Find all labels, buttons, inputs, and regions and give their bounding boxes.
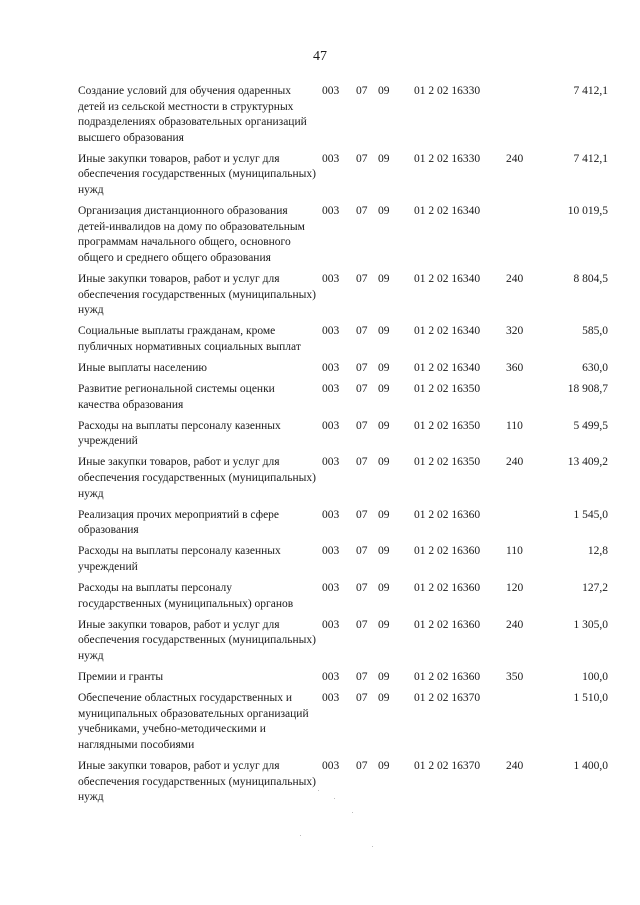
row-department-code: 003 <box>322 273 340 286</box>
row-amount: 1 545,0 <box>573 508 608 521</box>
row-name: Расходы на выплаты персоналу казенных учреждений <box>78 419 281 448</box>
row-amount: 100,0 <box>582 671 608 684</box>
row-amount: 7 412,1 <box>573 152 608 165</box>
row-name: Иные закупки товаров, работ и услуг для обеспечения государственных (муниципальных) нужд <box>78 152 316 197</box>
row-name: Иные закупки товаров, работ и услуг для обеспечения государственных (муниципальных) нужд <box>78 760 316 804</box>
row-name: Иные выплаты населению <box>78 362 207 374</box>
row-expense-type: 350 <box>506 671 524 684</box>
table-row <box>78 204 608 272</box>
row-section-code: 07 <box>356 692 368 705</box>
row-department-code: 003 <box>322 85 340 97</box>
row-subsection-code: 09 <box>378 692 390 705</box>
table-row <box>78 691 608 759</box>
row-target-article: 01 2 02 16360 <box>414 671 481 684</box>
row-amount: 7 412,1 <box>573 85 608 97</box>
row-expense-type <box>506 508 546 545</box>
row-subsection-code: 09 <box>378 85 390 97</box>
row-subsection-code: 09 <box>378 383 390 396</box>
row-target-article: 01 2 02 16340 <box>414 205 481 218</box>
row-section-code: 07 <box>356 545 368 558</box>
row-amount: 1 400,0 <box>573 760 608 773</box>
row-expense-type: 360 <box>506 362 524 374</box>
row-section-code: 07 <box>356 582 368 595</box>
row-expense-type: 240 <box>506 456 524 469</box>
row-name: Обеспечение областных государственных и муниципальных образовательных организаций учебниками, учебно-методическими и наглядными пособиями <box>78 692 309 751</box>
row-section-code: 07 <box>356 383 368 396</box>
table-body <box>78 84 608 811</box>
scan-artifact <box>372 846 373 847</box>
row-department-code: 003 <box>322 152 340 165</box>
row-section-code: 07 <box>356 273 368 286</box>
row-subsection-code: 09 <box>378 618 390 631</box>
row-name: Социальные выплаты гражданам, кроме публичных нормативных социальных выплат <box>78 325 301 353</box>
row-expense-type <box>506 84 546 152</box>
row-name: Иные закупки товаров, работ и услуг для обеспечения государственных (муниципальных) нужд <box>78 273 316 317</box>
row-expense-type: 240 <box>506 273 524 286</box>
row-section-code: 07 <box>356 205 368 218</box>
row-target-article: 01 2 02 16350 <box>414 383 481 396</box>
row-expense-type: 320 <box>506 325 524 338</box>
page-number: 47 <box>313 49 327 64</box>
budget-table <box>78 84 608 811</box>
row-subsection-code: 09 <box>378 760 390 773</box>
row-subsection-code: 09 <box>378 419 390 432</box>
row-amount: 10 019,5 <box>567 205 608 218</box>
row-target-article: 01 2 02 16360 <box>414 545 481 558</box>
row-expense-type: 110 <box>506 419 523 432</box>
scan-artifact <box>318 790 319 791</box>
row-amount: 1 305,0 <box>573 618 608 631</box>
row-subsection-code: 09 <box>378 582 390 595</box>
row-amount: 630,0 <box>582 362 608 374</box>
row-subsection-code: 09 <box>378 456 390 469</box>
row-department-code: 003 <box>322 383 340 396</box>
row-department-code: 003 <box>322 508 340 521</box>
row-name: Расходы на выплаты персоналу казенных учреждений <box>78 545 281 574</box>
row-name: Расходы на выплаты персоналу государственных (муниципальных) органов <box>78 582 294 610</box>
row-subsection-code: 09 <box>378 671 390 684</box>
row-name: Создание условий для обучения одаренных детей из сельской местности в структурных подразделениях образовательных организаций высшего образования <box>78 85 307 144</box>
row-expense-type: 240 <box>506 152 524 165</box>
row-department-code: 003 <box>322 545 340 558</box>
row-amount: 1 510,0 <box>573 692 608 705</box>
row-amount: 18 908,7 <box>567 383 608 396</box>
row-department-code: 003 <box>322 205 340 218</box>
row-target-article: 01 2 02 16360 <box>414 508 481 521</box>
row-section-code: 07 <box>356 760 368 773</box>
row-section-code: 07 <box>356 618 368 631</box>
scan-artifact <box>334 798 335 799</box>
table-row <box>78 272 608 324</box>
row-target-article: 01 2 02 16370 <box>414 692 481 705</box>
table-row <box>78 152 608 204</box>
row-subsection-code: 09 <box>378 508 390 521</box>
row-section-code: 07 <box>356 456 368 469</box>
table-row <box>78 419 608 456</box>
row-target-article: 01 2 02 16370 <box>414 760 481 773</box>
row-amount: 127,2 <box>582 582 608 595</box>
scan-artifact <box>300 835 301 836</box>
row-expense-type: 110 <box>506 545 523 558</box>
table-row <box>78 324 608 361</box>
table-row <box>78 581 608 618</box>
row-target-article: 01 2 02 16340 <box>414 362 481 374</box>
row-target-article: 01 2 02 16350 <box>414 456 481 469</box>
row-target-article: 01 2 02 16340 <box>414 325 481 338</box>
row-name: Иные закупки товаров, работ и услуг для обеспечения государственных (муниципальных) нужд <box>78 618 316 662</box>
row-department-code: 003 <box>322 760 340 773</box>
table-row <box>78 455 608 507</box>
row-section-code: 07 <box>356 85 368 97</box>
row-expense-type <box>506 382 546 419</box>
row-department-code: 003 <box>322 692 340 705</box>
row-section-code: 07 <box>356 362 368 374</box>
row-amount: 5 499,5 <box>573 419 608 432</box>
row-subsection-code: 09 <box>378 545 390 558</box>
row-department-code: 003 <box>322 419 340 432</box>
row-target-article: 01 2 02 16350 <box>414 419 481 432</box>
table-row <box>78 670 608 691</box>
row-amount: 12,8 <box>587 545 608 558</box>
table-row <box>78 759 608 811</box>
row-section-code: 07 <box>356 325 368 338</box>
row-name: Развитие региональной системы оценки качества образования <box>78 383 275 411</box>
table-row <box>78 84 608 152</box>
row-expense-type <box>506 691 546 759</box>
row-amount: 8 804,5 <box>573 273 608 286</box>
row-subsection-code: 09 <box>378 273 390 286</box>
table-row <box>78 544 608 581</box>
table-row <box>78 508 608 545</box>
row-expense-type: 240 <box>506 618 524 631</box>
row-department-code: 003 <box>322 325 340 338</box>
table-row <box>78 361 608 382</box>
row-section-code: 07 <box>356 671 368 684</box>
row-amount: 585,0 <box>582 325 608 338</box>
row-expense-type <box>506 204 546 272</box>
row-department-code: 003 <box>322 456 340 469</box>
row-name: Реализация прочих мероприятий в сфере образования <box>78 508 280 537</box>
row-section-code: 07 <box>356 419 368 432</box>
row-expense-type: 120 <box>506 582 524 595</box>
row-department-code: 003 <box>322 362 340 374</box>
scan-artifact <box>352 812 353 813</box>
row-section-code: 07 <box>356 508 368 521</box>
row-target-article: 01 2 02 16330 <box>414 85 481 97</box>
row-section-code: 07 <box>356 152 368 165</box>
row-subsection-code: 09 <box>378 152 390 165</box>
row-amount: 13 409,2 <box>567 456 608 469</box>
table-row <box>78 382 608 419</box>
row-subsection-code: 09 <box>378 205 390 218</box>
row-target-article: 01 2 02 16360 <box>414 582 481 595</box>
table-row <box>78 618 608 670</box>
row-name: Иные закупки товаров, работ и услуг для обеспечения государственных (муниципальных) нужд <box>78 456 316 500</box>
row-target-article: 01 2 02 16340 <box>414 273 481 286</box>
row-department-code: 003 <box>322 618 340 631</box>
row-name: Премии и гранты <box>78 671 164 684</box>
row-subsection-code: 09 <box>378 362 390 374</box>
row-target-article: 01 2 02 16330 <box>414 152 481 165</box>
row-subsection-code: 09 <box>378 325 390 338</box>
row-department-code: 003 <box>322 582 340 595</box>
row-target-article: 01 2 02 16360 <box>414 618 481 631</box>
row-name: Организация дистанционного образования детей-инвалидов на дому по образовательным программам начального общего, основного общего и среднего общего образования <box>78 205 305 264</box>
row-expense-type: 240 <box>506 760 524 773</box>
row-department-code: 003 <box>322 671 340 684</box>
